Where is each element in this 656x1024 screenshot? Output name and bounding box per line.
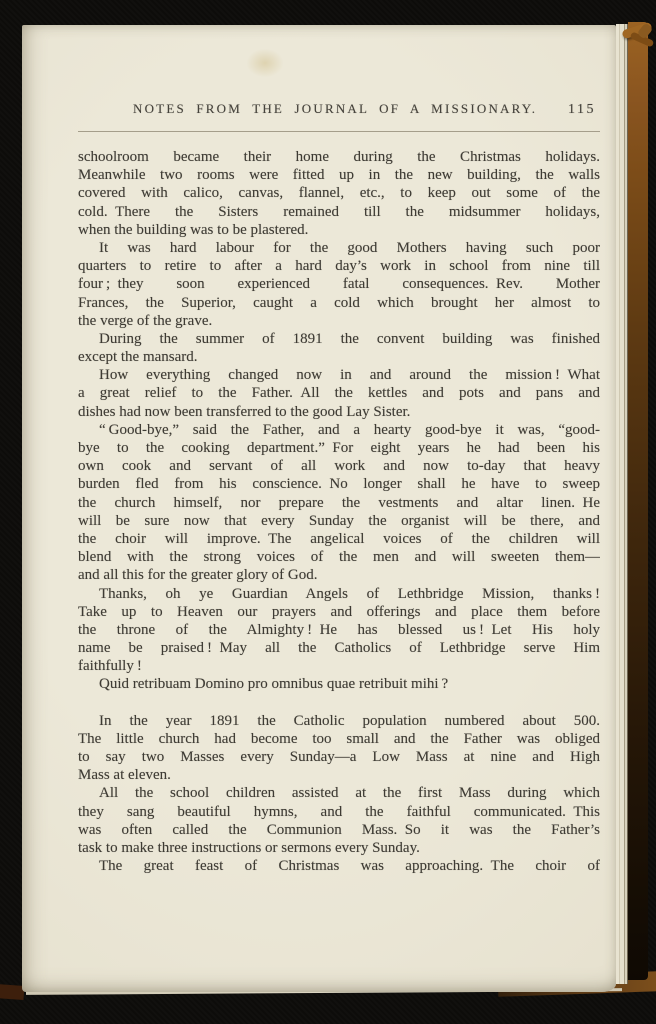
text-line: they sang beautiful hymns, and the faithful communicated. This xyxy=(78,803,600,820)
text-line: faithfully ! xyxy=(78,658,142,675)
text-line: name be praised ! May all the Catholics of Lethbridge serve Him xyxy=(78,640,600,657)
paragraph xyxy=(78,784,600,857)
text-line: schoolroom became their home during the Christmas holidays. xyxy=(78,149,600,165)
text-line: to say two Masses every Sunday—a Low Mass at nine and High xyxy=(78,749,600,765)
text-line: except the mansard. xyxy=(78,349,198,366)
text-line: The great feast of Christmas was approaching. The choir of xyxy=(99,858,600,875)
text-line: the choir will improve. The angelical voices of the children will xyxy=(78,530,600,547)
running-head xyxy=(78,101,600,118)
text-line: Meanwhile two rooms were fitted up in the new building, the walls xyxy=(78,167,600,184)
paragraph xyxy=(78,857,600,875)
text-line: when the building was to be plastered. xyxy=(78,221,309,238)
text-line: During the summer of 1891 the convent building was finished xyxy=(99,330,600,347)
text-line: bye to the cooking department.” For eight years he had been his xyxy=(78,440,600,456)
torn-headband xyxy=(616,22,656,60)
text-line: All the school children assisted at the first Mass during which xyxy=(99,785,600,802)
text-line: will be sure now that every Sunday the organist will be there, and xyxy=(78,512,600,529)
text-line: In the year 1891 the Catholic population numbered about 500. xyxy=(99,712,600,729)
text-line: and all this for the greater glory of God. xyxy=(78,567,318,584)
text-line: Take up to Heaven our prayers and offerings and place them before xyxy=(78,603,600,620)
text-line: How everything changed now in and around the mission ! What xyxy=(99,367,600,384)
body-text xyxy=(78,148,600,875)
text-line: Mass at eleven. xyxy=(78,767,171,784)
text-line: It was hard labour for the good Mothers having such poor xyxy=(99,239,600,256)
text-line: a great relief to the Father. All the kettles and pots and pans and xyxy=(78,385,600,402)
text-line: covered with calico, canvas, flannel, etc., to keep out some of the xyxy=(78,185,600,202)
page-content xyxy=(22,25,616,875)
text-line: Quid retribuam Domino pro omnibus quae retribuit mihi ? xyxy=(99,676,449,693)
text-line: The little church had become too small and the Father was obliged xyxy=(78,730,600,747)
paragraph xyxy=(78,148,600,239)
text-line: Thanks, oh ye Guardian Angels of Lethbridge Mission, thanks ! xyxy=(99,585,600,602)
text-line: the throne of the Almighty ! He has blessed us ! Let His holy xyxy=(78,621,600,638)
page-stack-left-edge xyxy=(0,25,22,992)
paragraph xyxy=(78,585,600,676)
paragraph xyxy=(78,675,600,693)
text-line: task to make three instructions or sermons every Sunday. xyxy=(78,839,420,856)
paragraph xyxy=(78,330,600,366)
paragraph xyxy=(78,712,600,785)
text-line: blend with the strong voices of the men and will sweeten them— xyxy=(78,549,600,566)
paragraph xyxy=(78,239,600,330)
page-number: 115 xyxy=(568,102,596,117)
text-line: burden fled from his conscience. No longer shall he have to sweep xyxy=(78,476,600,493)
fore-edge-page-stack xyxy=(616,24,628,984)
text-line: was often called the Communion Mass. So it was the Father’s xyxy=(78,821,600,838)
text-line: four ; they soon experienced fatal consequences. Rev. Mother xyxy=(78,276,600,293)
text-line: own cook and servant of all work and now to-day that heavy xyxy=(78,458,600,475)
header-rule xyxy=(78,131,600,132)
page-header-title: NOTES FROM THE JOURNAL OF A MISSIONARY. xyxy=(133,101,538,116)
text-line: dishes had now been transferred to the good Lay Sister. xyxy=(78,403,411,420)
text-line: the verge of the grave. xyxy=(78,312,213,329)
book-page xyxy=(22,25,616,992)
text-line: the church himself, nor prepare the vestments and altar linen. He xyxy=(78,494,600,511)
paragraph xyxy=(78,421,600,585)
text-line: “ Good-bye,” said the Father, and a hearty good-bye it was, “good- xyxy=(99,421,600,438)
text-line: cold. There the Sisters remained till the midsummer holidays, xyxy=(78,203,600,220)
text-line: Frances, the Superior, caught a cold which brought her almost to xyxy=(78,294,600,311)
paragraph xyxy=(78,366,600,421)
book-cover-edge xyxy=(628,22,648,980)
text-line: quarters to retire to after a hard day’s work in school from nine till xyxy=(78,258,600,275)
